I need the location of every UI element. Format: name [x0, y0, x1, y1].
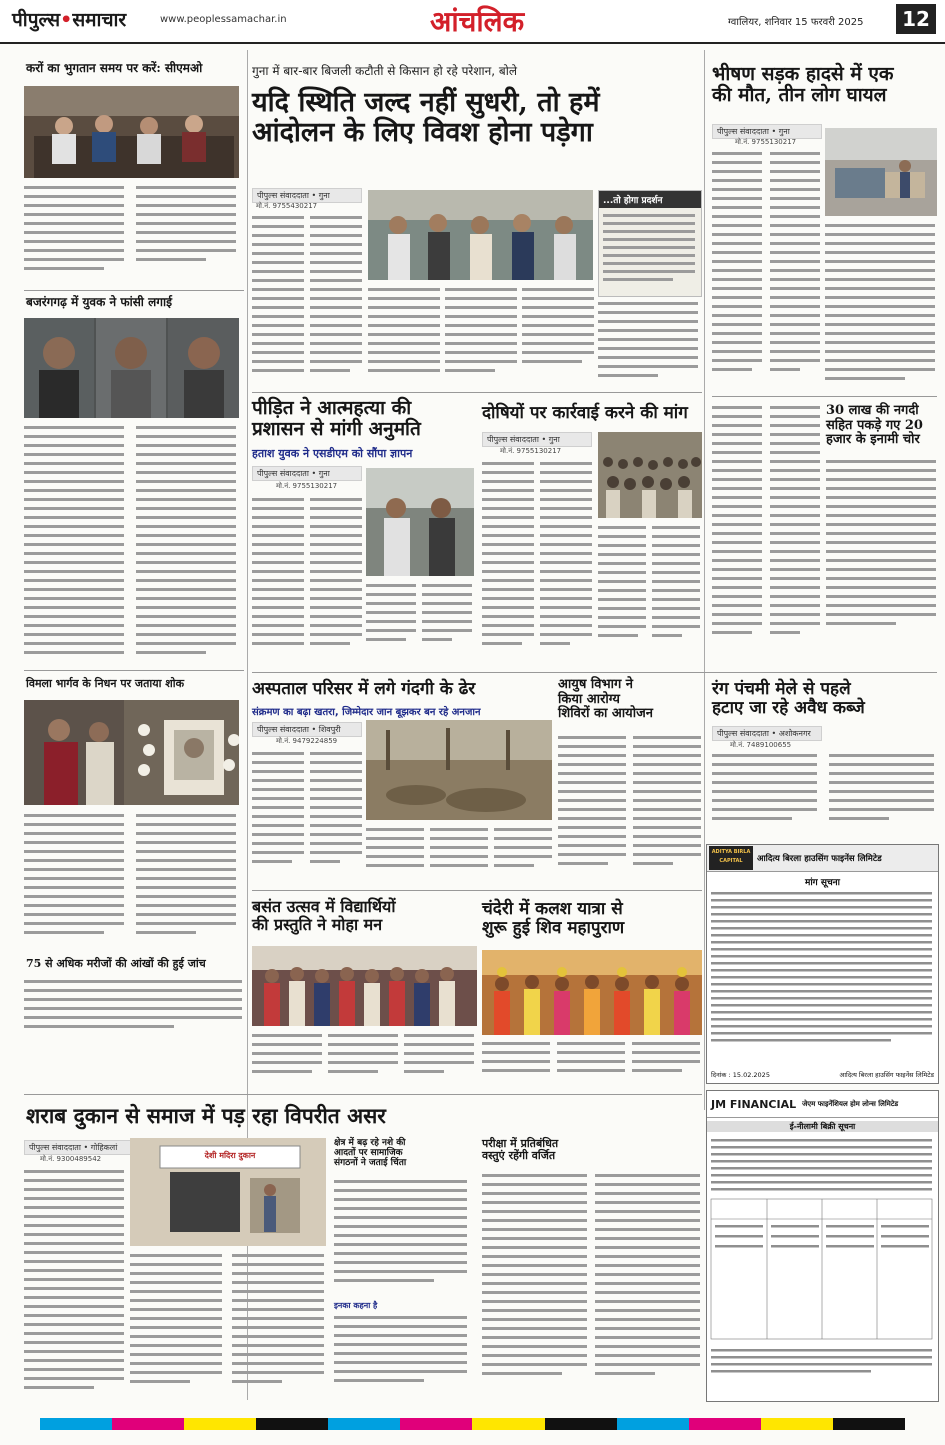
tribute-photo-icon: [24, 700, 239, 805]
article-text: [482, 460, 594, 666]
headline-line: संगठनों ने जताई चिंता: [334, 1158, 407, 1169]
story-subhead: संक्रमण का बढ़ा खतरा, जिम्मेदार जान बूझकर बन रहे अनजान: [252, 707, 481, 718]
reporter-mobile: मो.नं. 9755130217: [735, 138, 797, 146]
story-headline: [252, 398, 477, 441]
news-photo: [252, 946, 477, 1026]
students-photo-icon: [252, 946, 477, 1026]
news-photo: [24, 86, 239, 178]
article-text: [482, 1172, 702, 1400]
headline-line: रंग पंचमी मेले से पहले: [712, 679, 851, 699]
story-headline: 75 से अधिक मरीजों की आंखों की हुई जांच: [26, 957, 206, 970]
story-headline: [252, 88, 702, 148]
ad-subtitle: मांग सूचना: [804, 878, 841, 888]
headline-line: पीड़ित ने आत्महत्या की: [252, 397, 412, 419]
aditya-birla-logo: [709, 846, 753, 870]
crowd-photo-icon: [598, 432, 702, 518]
headline-line: आंदोलन के लिए विवश होना पड़ेगा: [252, 117, 593, 149]
brand-dot: •: [60, 9, 73, 31]
byline: पीपुल्स संवाददाता • गुना: [712, 124, 822, 139]
ad-subtitle: ई-नीलामी बिक्री सूचना: [707, 1121, 938, 1132]
reporter-mobile: मो.नं. 9755130217: [276, 482, 338, 490]
article-text: [712, 404, 822, 654]
article-text: [24, 812, 239, 950]
color-registration-bar: [40, 1418, 905, 1430]
news-photo: [366, 720, 552, 820]
article-text: [366, 826, 552, 886]
portrait-photos-icon: [24, 318, 239, 418]
headline-line: परीक्षा में प्रतिबंधित: [482, 1137, 559, 1150]
article-text: [24, 424, 239, 664]
headline-line: क्षेत्र में बढ़ रहे नशे की: [334, 1138, 406, 1148]
headline-line: सहित पकड़े गए 20: [826, 417, 923, 433]
article-text: [368, 286, 594, 384]
article-text: [334, 1178, 469, 1298]
accident-photo-icon: [825, 128, 937, 216]
headline-line: वस्तुएं रहेंगी वर्जित: [482, 1149, 556, 1163]
headline-line: हटाए जा रहे अवैध कब्जे: [712, 698, 865, 719]
headline-line: 30 लाख की नगदी: [826, 403, 919, 418]
shop-sign-text: देशी मदिरा दुकान: [204, 1151, 256, 1160]
ad-title: आदित्य बिरला हाउसिंग फाइनेंस लिमिटेड: [757, 853, 882, 864]
article-text: [598, 524, 702, 666]
story-headline: [558, 678, 703, 722]
news-photo: [366, 468, 474, 576]
story-headline: [712, 64, 937, 107]
column-rule: [704, 50, 705, 1110]
section-rule: [24, 1094, 702, 1095]
article-text: [252, 496, 364, 666]
brand-logo: [12, 6, 126, 32]
garbage-photo-icon: [366, 720, 552, 820]
story-headline: [826, 404, 938, 448]
article-text: [825, 222, 937, 392]
headline-line: किया आरोग्य: [558, 691, 620, 707]
story-headline: [482, 900, 704, 938]
quote-heading: इनका कहना है: [334, 1301, 378, 1310]
side-box: [598, 190, 702, 297]
story-headline: शराब दुकान से समाज में पड़ रहा विपरीत असर: [26, 1103, 386, 1128]
dateline: ग्वालियर, शनिवार 15 फरवरी 2025: [728, 17, 864, 28]
kalash-yatra-photo-icon: [482, 950, 702, 1035]
byline: पीपुल्स संवाददाता • अशोकनगर: [712, 726, 822, 741]
story-headline: [482, 1138, 702, 1163]
section-rule: [252, 890, 702, 891]
story-headline: विमला भार्गव के निधन पर जताया शोक: [26, 677, 185, 690]
meeting-photo-icon: [24, 86, 239, 178]
headline-line: आदतों पर सामाजिक: [334, 1148, 403, 1159]
article-text: [558, 734, 703, 886]
byline: पीपुल्स संवाददाता • गोहिकलां: [24, 1140, 134, 1155]
logo-line: CAPITAL: [719, 858, 743, 864]
news-photo: [482, 950, 702, 1035]
byline: पीपुल्स संवाददाता • गुना: [252, 188, 362, 203]
byline: पीपुल्स संवाददाता • गुना: [252, 466, 362, 481]
article-text: [826, 458, 938, 648]
side-box-heading: ...तो होगा प्रदर्शन: [599, 191, 701, 208]
article-text: [598, 300, 700, 384]
jm-financial-logo: JM FINANCIAL: [711, 1097, 797, 1111]
reporter-mobile: मो.नं. 9755130217: [500, 447, 562, 455]
page-number: 12: [896, 4, 936, 34]
news-photo: [825, 128, 937, 216]
story-headline: दोषियों पर कार्रवाई करने की मांग: [482, 403, 688, 423]
article-text: [366, 582, 474, 666]
story-headline: [252, 898, 477, 934]
story-subhead: हताश युवक ने एसडीएम को सौंपा ज्ञापन: [252, 447, 413, 460]
headline-line: आयुष विभाग ने: [558, 677, 634, 692]
article-text: [24, 1168, 126, 1400]
section-rule: [24, 670, 244, 671]
news-photo: [24, 700, 239, 805]
reporter-mobile: मो.नं. 9479224859: [276, 737, 338, 745]
article-text: [252, 750, 364, 885]
article-text: [482, 1040, 702, 1088]
headline-line: हजार के इनामी चोर: [826, 432, 920, 448]
article-text: [130, 1252, 326, 1400]
website-url: www.peoplessamachar.in: [160, 14, 287, 25]
reporter-mobile: मो.नं. 9755430217: [256, 202, 318, 210]
headline-line: यदि स्थिति जल्द नहीं सुधरी, तो हमें: [252, 87, 600, 118]
story-headline: [334, 1138, 469, 1168]
article-text: [712, 150, 822, 390]
ad-title: जेएम फाइनेंशियल होम लोन्स लिमिटेड: [802, 1099, 899, 1108]
brand-right: समाचार: [72, 9, 127, 31]
section-rule: [24, 290, 244, 291]
ad-date: दिनांक : 15.02.2025: [711, 1071, 770, 1079]
section-rule: [252, 672, 937, 673]
section-rule: [252, 392, 702, 393]
article-text: [24, 184, 239, 284]
legal-notice-ad: [706, 844, 939, 1084]
section-title: आंचलिक: [430, 5, 525, 38]
reporter-mobile: मो.नं. 9300489542: [40, 1155, 102, 1163]
headline-line: चंदेरी में कलश यात्रा से: [482, 899, 623, 919]
news-photo: [24, 318, 239, 418]
news-photo: [130, 1138, 326, 1246]
headline-line: शुरू हुई शिव महापुराण: [482, 918, 625, 939]
masthead: [0, 0, 945, 44]
story-headline: बजरंगगढ़ में युवक ने फांसी लगाई: [26, 295, 172, 309]
article-text: [24, 978, 244, 1038]
logo-line: ADITYA BIRLA: [711, 849, 751, 855]
news-photo: [368, 190, 593, 280]
headline-line: भीषण सड़क हादसे में एक: [712, 63, 894, 85]
farmers-photo-icon: [368, 190, 593, 280]
article-text: [334, 1314, 469, 1400]
reporter-mobile: मो.नं. 7489100655: [730, 741, 792, 749]
article-text: [712, 752, 937, 840]
brand-left: पीपुल्स: [12, 9, 61, 31]
article-text: [252, 214, 364, 384]
byline: पीपुल्स संवाददाता • शिवपुरी: [252, 722, 362, 737]
ad-footer: आदित्य बिरला हाउसिंग फाइनेंस लिमिटेड: [839, 1071, 934, 1079]
headline-line: की प्रस्तुति ने मोहा मन: [252, 914, 383, 934]
news-photo: [598, 432, 702, 518]
story-headline: [712, 680, 937, 718]
story-kicker: गुना में बार-बार बिजली कटौती से किसान हो रहे परेशान, बोले: [252, 64, 517, 78]
petitioners-photo-icon: [366, 468, 474, 576]
headline-line: बसंत उत्सव में विद्यार्थियों: [252, 897, 396, 916]
story-headline: अस्पताल परिसर में लगे गंदगी के ढेर: [252, 679, 476, 699]
headline-line: शिविरों का आयोजन: [558, 706, 653, 722]
article-text: [252, 1032, 477, 1088]
byline: पीपुल्स संवाददाता • गुना: [482, 432, 592, 447]
headline-line: प्रशासन से मांगी अनुमति: [252, 418, 421, 441]
section-rule: [712, 396, 937, 397]
auction-notice-ad: [706, 1090, 939, 1402]
headline-line: की मौत, तीन लोग घायल: [712, 84, 887, 107]
story-headline: करों का भुगतान समय पर करें: सीएमओ: [26, 61, 203, 75]
